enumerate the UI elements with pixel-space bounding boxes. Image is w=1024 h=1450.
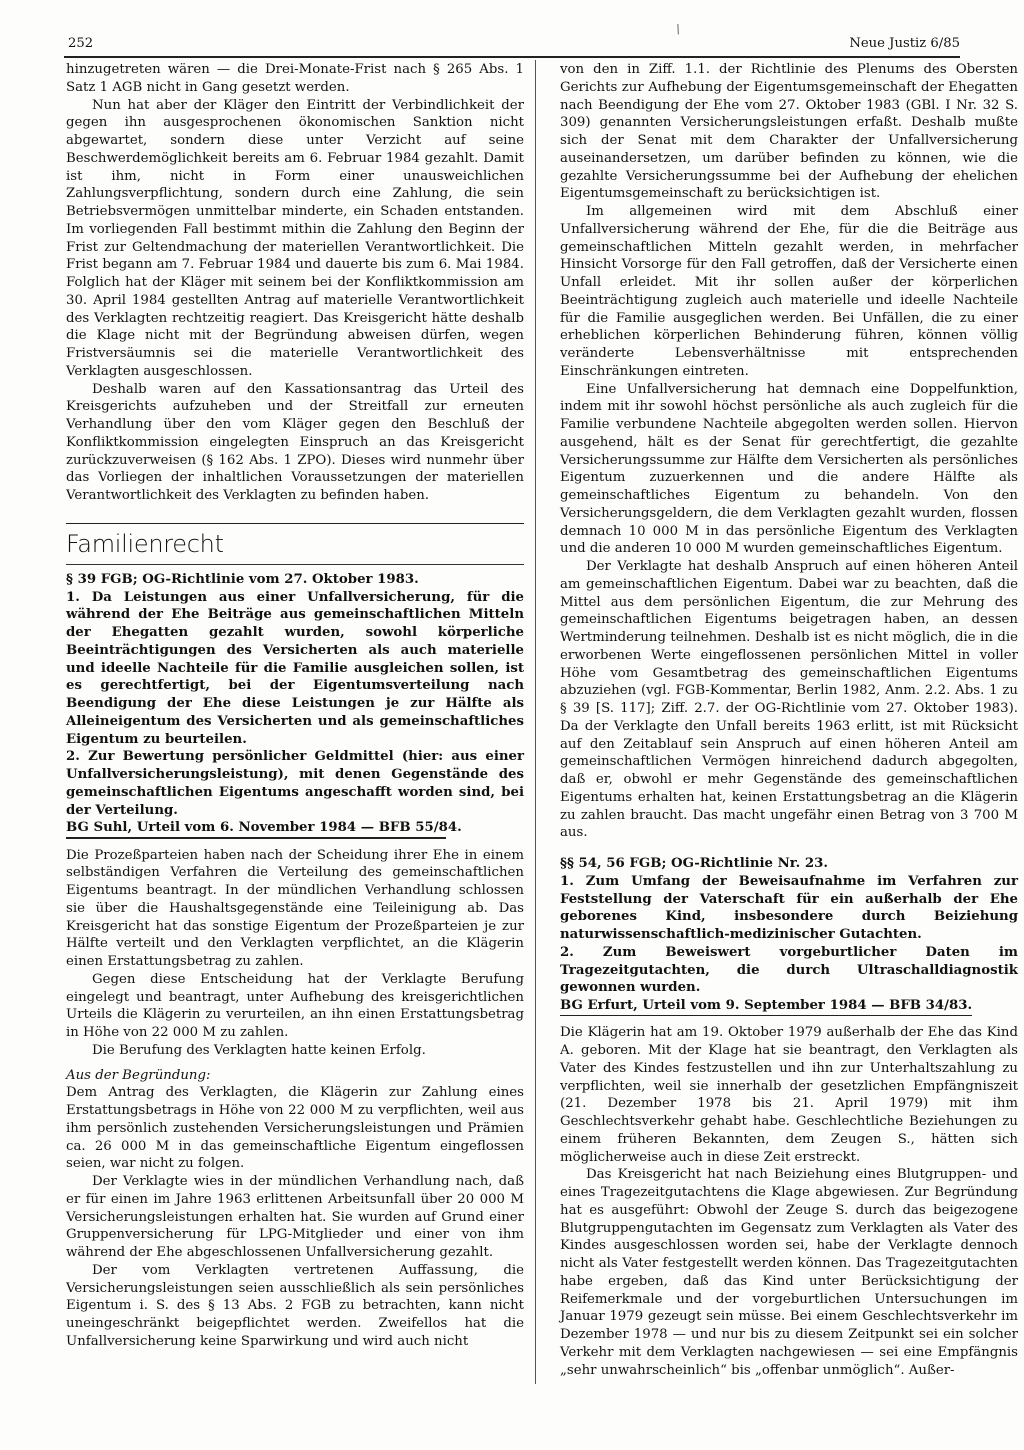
paragraph: Der vom Verklagten vertretenen Auffassung, die Versicherungsleistungen seien ausschließlich als sein persönliches Eigentum i. S. des § 13 Abs. 2 FGB zu betrachten, kann nicht uneingeschränkt beigepflichtet werden. Zweifellos hat die Unfallversicherung keine Sparwirkung und wird auch nicht bbox=[66, 1262, 524, 1349]
paragraph: Die Prozeßparteien haben nach der Scheidung ihrer Ehe in einem selbständigen Verfahren die Verteilung des gemeinschaftlichen Eigentums beantragt. In der mündlichen Verhandlung schlossen sie über die Haushaltsgegenstände eine Teileinigung ab. Das Kreisgericht hat das sonstige Eigentum der Prozeßparteien je zur Hälfte verteilt und den Verklagten verpflichtet, an die Klägerin einen Erstattungsbetrag zu zahlen. bbox=[66, 847, 524, 969]
decision-rule bbox=[560, 1015, 972, 1017]
paragraph: Eine Unfallversicherung hat demnach eine Doppelfunktion, indem mit ihr sowohl höchst persönliche als auch zugleich für die Familie verbundene Nachteile abgegolten werden sollen. Hiervon ausgehend, hält es der Senat für gerechtfertigt, die gezahlte Versicherungssumme zur Hälfte dem Versicherten als persönliches Eigentum zuzuerkennen und die andere Hälfte als gemeinschaftliches Eigentum zu behandeln. Von den Versicherungsgeldern, die dem Verklagten gezahlt wurden, flossen demnach 10 000 M in das persönliche Eigentum des Verklagten und die anderen 10 000 M wurden gemeinschaftliches Eigentum. bbox=[560, 381, 1018, 557]
header-rule bbox=[64, 56, 960, 58]
headnote: 2. Zum Beweiswert vorgeburtlicher Daten im Tragezeitgutachten, die durch Ultraschalldiagnostik gewonnen wurden. bbox=[560, 944, 1018, 996]
court-decision: BG Erfurt, Urteil vom 9. September 1984 — BFB 34/83. bbox=[560, 998, 973, 1013]
headnote: 1. Zum Umfang der Beweisaufnahme im Verfahren zur Feststellung der Vaterschaft für ein außerhalb der Ehe geborenes Kind, insbesondere durch Beiziehung naturwissenschaftlich-medizinischer Gutachten. bbox=[560, 873, 1018, 942]
section-rule bbox=[66, 523, 524, 524]
section-title: Familienrecht bbox=[66, 529, 224, 558]
reasons-heading: Aus der Begründung: bbox=[66, 1067, 211, 1083]
page-number: 252 bbox=[68, 36, 94, 51]
paragraph: Dem Antrag des Verklagten, die Klägerin zur Zahlung eines Erstattungsbetrags in Höhe von 22 000 M zu verpflichten, weil aus ihm persönlich zustehenden Versicherungsleistungen und Prämien ca. 26 000 M in das gemeinschaftliche Eigentum eingeflossen seien, war nicht zu folgen. bbox=[66, 1085, 524, 1172]
case-reference: §§ 54, 56 FGB; OG-Richtlinie Nr. 23. bbox=[560, 856, 828, 871]
paragraph: Nun hat aber der Kläger den Eintritt der Verbindlichkeit der gegen ihn ausgesprochenen ökonomischen Sanktion nicht abgewartet, sondern diese unter Verzicht auf seine Beschwerdemöglichkeit bereits am 6. Februar 1984 gezahlt. Damit ist ihm, nicht in Form einer unausweichlichen Zahlungsverpflichtung, sondern durch eine Zahlung, die sein Betriebsvermögen unmittelbar minderte, ein Schaden entstanden. Im vorliegenden Fall bestimmt mithin die Zahlung den Beginn der Frist zur Geltendmachung der materiellen Verantwortlichkeit. Die Frist begann am 7. Februar 1984 und dauerte bis zum 6. Mai 1984. Folglich hat der Kläger mit seinem bei der Konfliktkommission am 30. April 1984 gestellten Antrag auf materielle Verantwortlichkeit des Verklagten rechtzeitig reagiert. Das Kreisgericht hätte deshalb die Klage nicht mit der Begründung abweisen dürfen, wegen Fristversäumnis sei die materielle Verantwortlichkeit des Verklagten ausgeschlossen. bbox=[66, 97, 524, 379]
right-column bbox=[560, 61, 1018, 1379]
paragraph: Die Klägerin hat am 19. Oktober 1979 außerhalb der Ehe das Kind A. geboren. Mit der Klage hat sie beantragt, den Verklagten als Vater des Kindes festzustellen und ihn zur Unterhaltszahlung zu verpflichten, weil sie innerhalb der gesetzlichen Empfängniszeit (21. Dezember 1978 bis 21. April 1979) mit ihm Geschlechtsverkehr gehabt habe. Geschlechtliche Beziehungen zu einem früheren Bekannten, dem Zeugen S., hätten sich möglicherweise auch in diese Zeit erstreckt. bbox=[560, 1025, 1018, 1165]
section-rule bbox=[66, 564, 524, 565]
pencil-mark: / bbox=[673, 21, 683, 37]
paragraph: Im allgemeinen wird mit dem Abschluß einer Unfallversicherung während der Ehe, für die die Beiträge aus gemeinschaftlichen Mitteln gezahlt werden, in mehrfacher Hinsicht Vorsorge für den Fall getroffen, daß der Versicherte einen Unfall erleidet. Mit ihr sollen außer der körperlichen Beeinträchtigung zugleich auch materielle und ideelle Nachteile für die Familie ausgeglichen werden. Bei Unfällen, die zu einer erheblichen körperlichen Behinderung führen, können völlig veränderte Lebensverhältnisse mit entsprechenden Einschränkungen eintreten. bbox=[560, 204, 1018, 379]
court-decision: BG Suhl, Urteil vom 6. November 1984 — BFB 55/84. bbox=[66, 820, 462, 836]
paragraph: Der Verklagte hat deshalb Anspruch auf einen höheren Anteil am gemeinschaftlichen Eigentum. Dabei war zu beachten, daß die Mittel aus dem persönlichen Eigentum, die zur Mehrung des gemeinschaftlichen Eigentums beigetragen haben, an dessen Wertminderung teilnehmen. Deshalb ist es nicht möglich, die in die erworbenen Werte eingeflossenen persönlichen Mittel in voller Höhe vom Gesamtbetrag des gemeinschaftlichen Eigentums abzuziehen (vgl. FGB-Kommentar, Berlin 1982, Anm. 2.2. Abs. 1 zu § 39 [S. 117]; Ziff. 2.7. der OG-Richtlinie vom 27. Oktober 1983). Da der Verklagte den Unfall bereits 1963 erlitt, ist mit Rücksicht auf den Zeitablauf sein Anspruch auf einen höheren Anteil am gemeinschaftlichen Vermögen hinreichend dadurch abgegolten, daß er, obwohl er mehr Gegenstände des gemeinschaftlichen Eigentums erhalten hat, keinen Erstattungsbetrag an die Klägerin zu zahlen braucht. Das macht ungefähr einen Betrag von 3 700 M aus. bbox=[560, 559, 1018, 841]
column-divider bbox=[535, 60, 536, 1384]
headnote: 1. Da Leistungen aus einer Unfallversicherung, für die während der Ehe Beiträge aus gemeinschaftlichen Mitteln der Ehegatten gezahlt wurden, sowohl körperliche Beeinträchtigungen des Versicherten als auch materielle und ideelle Nachteile für die Familie ausgleichen sollen, ist es gerechtfertigt, bei der Eigentumsverteilung nach Beendigung der Ehe diese Leistungen je zur Hälfte als Alleineigentum des Versicherten und als gemeinschaftliches Eigentum zu beurteilen. bbox=[66, 589, 524, 747]
decision-rule bbox=[66, 837, 446, 839]
headnote: 2. Zur Bewertung persönlicher Geldmittel (hier: aus einer Unfallversicherungsleistung), mit denen Gegenstände des gemeinschaftlichen Eigentums angeschafft worden sind, bei der Verteilung. bbox=[66, 749, 524, 818]
paragraph: von den in Ziff. 1.1. der Richtlinie des Plenums des Obersten Gerichts zur Aufhebung der Eigentumsgemeinschaft der Ehegatten nach Beendigung der Ehe vom 27. Oktober 1983 (GBl. I Nr. 32 S. 309) genannten Versicherungsleistungen erfaßt. Deshalb mußte sich der Senat mit dem Charakter der Unfallversicherung auseinandersetzen, um darüber befinden zu können, wie die gezahlte Versicherungssumme bei der Aufhebung der ehelichen Eigentumsgemeinschaft zu berücksichtigen ist. bbox=[560, 62, 1018, 202]
paragraph: Deshalb waren auf den Kassationsantrag das Urteil des Kreisgerichts aufzuheben und der Streitfall zur erneuten Verhandlung über den vom Kläger gegen den Beschluß der Konfliktkommission eingelegten Einspruch an das Kreisgericht zurückzuverweisen (§ 162 Abs. 1 ZPO). Dieses wird nunmehr über das Vorliegen der inhaltlichen Voraussetzungen der materiellen Verantwortlichkeit des Verklagten zu befinden haben. bbox=[66, 381, 524, 503]
paragraph: Gegen diese Entscheidung hat der Verklagte Berufung eingelegt und beantragt, unter Aufhebung des kreisgerichtlichen Urteils die Klägerin zu verurteilen, an ihn einen Erstattungsbetrag in Höhe von 22 000 M zu zahlen. bbox=[66, 971, 524, 1040]
paragraph: Die Berufung des Verklagten hatte keinen Erfolg. bbox=[92, 1042, 426, 1058]
paragraph: Das Kreisgericht hat nach Beiziehung eines Blutgruppen- und eines Tragezeitgutachtens die Klage abgewiesen. Zur Begründung hat es ausgeführt: Obwohl der Zeuge S. durch das beigezogene Blutgruppengutachten im Gegensatz zum Verklagten als Vater des Kindes ausgeschlossen worden sei, habe der Verklagte dennoch nicht als Vater festgestellt werden können. Das Tragezeitgutachten habe ergeben, daß das Kind unter Berücksichtigung der Reifemerkmale und der vorgeburtlichen Untersuchungen im Januar 1979 gezeugt sein müsse. Bei einem Geschlechtsverkehr im Dezember 1978 — und nur bis zu diesem Zeitpunkt sei ein solcher Verkehr mit dem Verklagten nachgewiesen — sei eine Empfängnis „sehr unwahrscheinlich“ bis „offenbar unmöglich“. Außer- bbox=[560, 1167, 1018, 1378]
paragraph: hinzugetreten wären — die Drei-Monate-Frist nach § 265 Abs. 1 Satz 1 AGB nicht in Gang gesetzt werden. bbox=[66, 62, 524, 95]
journal-issue: Neue Justiz 6/85 bbox=[849, 36, 960, 51]
case-reference: § 39 FGB; OG-Richtlinie vom 27. Oktober 1983. bbox=[66, 571, 419, 587]
left-column bbox=[66, 61, 524, 1351]
paragraph: Der Verklagte wies in der mündlichen Verhandlung nach, daß er für einen im Jahre 1963 erlittenen Arbeitsunfall über 20 000 M Versicherungsleistungen erhalten hat. Sie wurden auf Grund einer Gruppenversicherung für LPG-Mitglieder und einer von ihm während der Ehe abgeschlossenen Unfallversicherung gezahlt. bbox=[66, 1174, 524, 1260]
